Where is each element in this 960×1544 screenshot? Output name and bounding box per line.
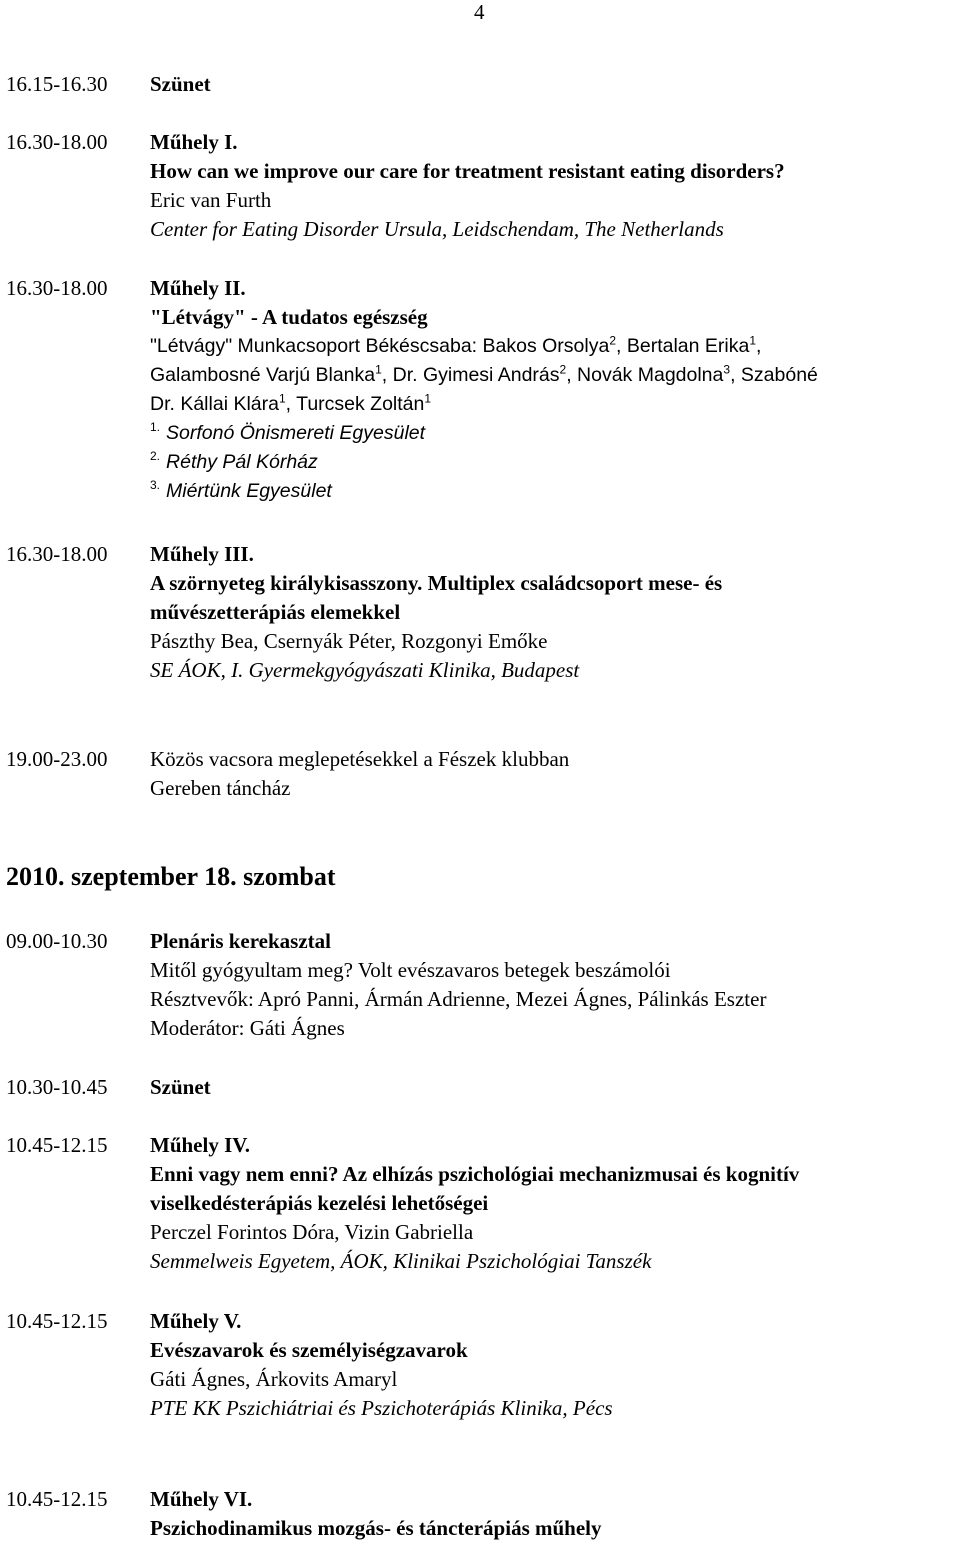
entry-title: Műhely IV. — [150, 1133, 250, 1157]
entry-title: Műhely III. — [150, 542, 254, 566]
authors-line-1: "Létvágy" Munkacsoport Békéscsaba: Bakos Orsolya$^2$, Bertalan Erika$^1$, — [150, 333, 762, 357]
entry-subtitle-line-1: Enni vagy nem enni? Az elhízás pszichológiai mechanizmusai és kognitív — [150, 1162, 800, 1186]
entry-title: Műhely VI. — [150, 1487, 253, 1511]
entry-title: Szünet — [150, 1075, 211, 1099]
entry-line-3: Moderátor: Gáti Ágnes — [150, 1016, 345, 1040]
entry-time: 16.30-18.00 — [6, 276, 108, 300]
entry-subtitle-line-2: művészetterápiás elemekkel — [150, 600, 401, 624]
affiliation-footnote-1: $^{1.}$ Sorfonó Önismereti Egyesület — [150, 420, 426, 444]
authors-line-3: Dr. Kállai Klára$^1$, Turcsek Zoltán$^1$ — [150, 391, 432, 415]
entry-affiliation: Center for Eating Disorder Ursula, Leidschendam, The Netherlands — [150, 217, 724, 241]
entry-subtitle: Evészavarok és személyiségzavarok — [150, 1338, 468, 1362]
entry-title: Műhely I. — [150, 130, 238, 154]
entry-time: 16.30-18.00 — [6, 542, 108, 566]
entry-subtitle: "Létvágy" - A tudatos egészség — [150, 305, 428, 329]
entry-presenter: Eric van Furth — [150, 188, 272, 212]
entry-time: 16.15-16.30 — [6, 72, 108, 96]
entry-time: 19.00-23.00 — [6, 747, 108, 771]
affiliation-footnote-2: $^{2.}$ Réthy Pál Kórház — [150, 449, 318, 473]
entry-time: 10.45-12.15 — [6, 1487, 108, 1511]
entry-affiliation: SE ÁOK, I. Gyermekgyógyászati Klinika, Budapest — [150, 658, 580, 682]
entry-presenters: Perczel Forintos Dóra, Vizin Gabriella — [150, 1220, 474, 1244]
authors-line-2: Galambosné Varjú Blanka$^1$, Dr. Gyimesi András$^2$, Novák Magdolna$^3$, Szabóné — [150, 362, 818, 386]
entry-title: Műhely II. — [150, 276, 246, 300]
entry-time: 09.00-10.30 — [6, 929, 108, 953]
entry-subtitle-line-1: A szörnyeteg királykisasszony. Multiplex családcsoport mese- és — [150, 571, 723, 595]
entry-line-1: Közös vacsora meglepetésekkel a Fészek klubban — [150, 747, 570, 771]
entry-line-2: Résztvevők: Apró Panni, Ármán Adrienne, Mezei Ágnes, Pálinkás Eszter — [150, 987, 767, 1011]
entry-subtitle-line-2: viselkedésterápiás kezelési lehetőségei — [150, 1191, 489, 1215]
entry-presenters: Pászthy Bea, Csernyák Péter, Rozgonyi Emőke — [150, 629, 548, 653]
entry-title: Műhely V. — [150, 1309, 242, 1333]
entry-title: Plenáris kerekasztal — [150, 929, 332, 953]
entry-time: 10.30-10.45 — [6, 1075, 108, 1099]
entry-subtitle: How can we improve our care for treatment resistant eating disorders? — [150, 159, 785, 183]
entry-subtitle: Pszichodinamikus mozgás- és táncterápiás műhely — [150, 1516, 602, 1540]
entry-time: 10.45-12.15 — [6, 1309, 108, 1333]
entry-time: 10.45-12.15 — [6, 1133, 108, 1157]
entry-affiliation: Semmelweis Egyetem, ÁOK, Klinikai Pszichológiai Tanszék — [150, 1249, 652, 1273]
entry-line-2: Gereben táncház — [150, 776, 291, 800]
entry-line-1: Mitől gyógyultam meg? Volt evészavaros betegek beszámolói — [150, 958, 671, 982]
entry-title: Szünet — [150, 72, 211, 96]
affiliation-footnote-3: $^{3.}$ Miértünk Egyesület — [150, 478, 332, 502]
day-heading: 2010. szeptember 18. szombat — [6, 862, 336, 891]
entry-presenters: Gáti Ágnes, Árkovits Amaryl — [150, 1367, 398, 1391]
page-number: 4 — [474, 0, 485, 24]
entry-time: 16.30-18.00 — [6, 130, 108, 154]
entry-affiliation: PTE KK Pszichiátriai és Pszichoterápiás Klinika, Pécs — [150, 1396, 613, 1420]
